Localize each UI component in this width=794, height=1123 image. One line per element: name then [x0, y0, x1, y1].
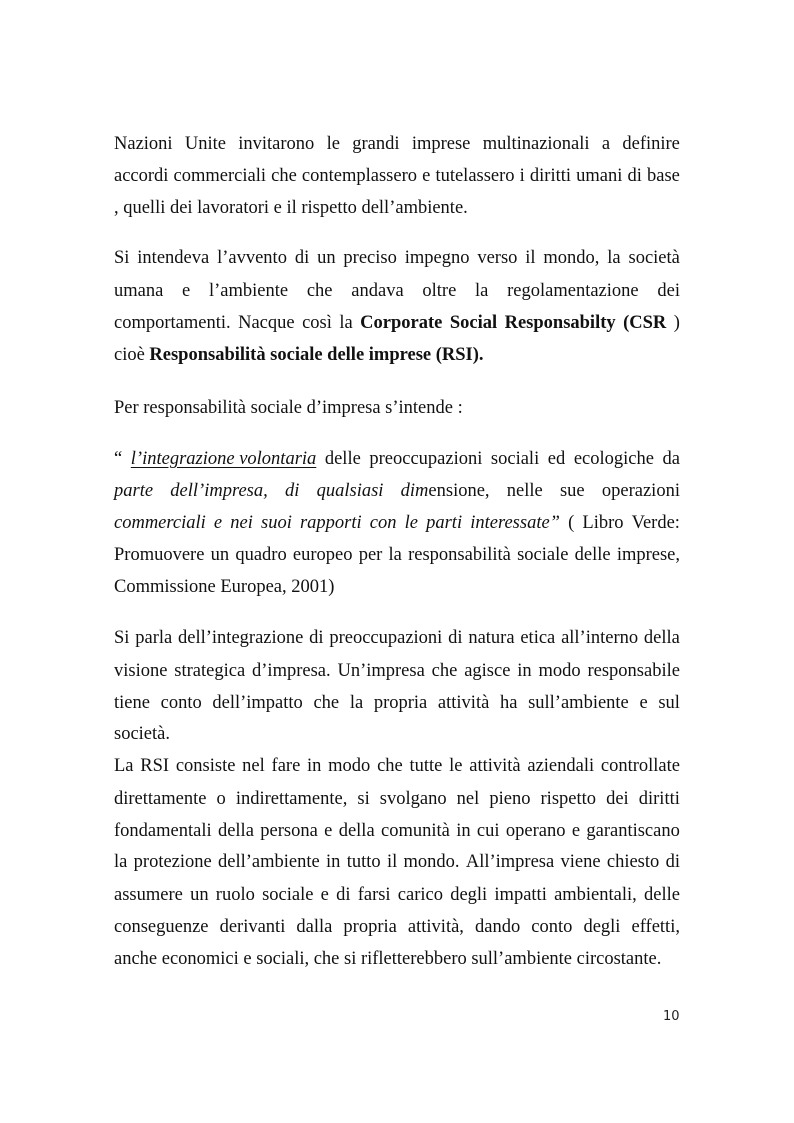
word: Nazioni [114, 134, 173, 154]
word: propria [343, 917, 397, 937]
word: etica [520, 628, 556, 648]
word: s’intende [385, 398, 453, 418]
word: attività [437, 693, 490, 713]
word: che [313, 693, 340, 713]
word: rispetto [540, 789, 597, 809]
word: degli [583, 917, 621, 937]
word: conto [160, 693, 202, 713]
word: preoccupazioni [329, 628, 443, 648]
word: all’interno [561, 628, 639, 648]
text-line [114, 755, 680, 777]
word: in [517, 661, 532, 681]
word: invitarono [238, 134, 315, 154]
word: mondo, [543, 248, 600, 268]
text-line [114, 627, 680, 649]
word: farsi [357, 885, 391, 905]
word: modo [328, 756, 371, 776]
word: sociale [262, 885, 314, 905]
word: delle [327, 345, 365, 365]
word: dei [169, 198, 193, 218]
word: un [317, 248, 336, 268]
text-line [114, 280, 680, 302]
word: le [326, 134, 340, 154]
word: grandi [352, 134, 400, 154]
word: e [213, 513, 223, 533]
word: della [643, 628, 680, 648]
word: imprese [368, 345, 432, 365]
word: preoccupazioni [369, 449, 483, 469]
word: modo [538, 661, 581, 681]
word: sul [658, 693, 680, 713]
word: un [210, 545, 230, 565]
word: Responsabilità [149, 345, 266, 365]
word: della [338, 821, 375, 841]
word: tutto [346, 852, 381, 872]
word: per [358, 545, 383, 565]
word: responsabile [587, 661, 680, 681]
word: commerciali [114, 513, 206, 533]
word: imprese [411, 134, 471, 154]
word: carico [397, 885, 443, 905]
word: cui [476, 821, 500, 841]
word: a [601, 134, 611, 154]
word: qualsiasi [316, 481, 384, 501]
word: RSI [140, 756, 170, 776]
text-line [114, 576, 680, 598]
word: propria [373, 693, 428, 713]
word: e [320, 885, 329, 905]
word: “ [114, 449, 123, 469]
word: dell’ambiente [218, 852, 320, 872]
word: di [284, 481, 300, 501]
word: Si [114, 628, 130, 648]
word: responsabilità [408, 545, 511, 565]
word: diritti [638, 789, 680, 809]
word: dell’impatto [212, 693, 303, 713]
word: direttamente [114, 789, 207, 809]
text-line [114, 312, 680, 334]
word: sociale [517, 545, 569, 565]
text-line [114, 512, 680, 534]
word: dalla [296, 917, 333, 937]
word: controllate [600, 756, 680, 776]
word: il [386, 852, 398, 872]
text-line [114, 448, 680, 470]
word: Nacque [238, 313, 295, 333]
word: sull’ambiente [471, 949, 573, 969]
word: imprese, [616, 545, 680, 565]
word: rapporti [299, 513, 362, 533]
text-line [114, 948, 680, 970]
word: si [357, 789, 370, 809]
word: impegno [404, 248, 470, 268]
word: mondo. [403, 852, 460, 872]
word: da [662, 449, 680, 469]
word: conseguenze [114, 917, 209, 937]
word: sociale [270, 345, 323, 365]
word: la [349, 693, 364, 713]
word: (RSI). [435, 345, 484, 365]
word: persona [260, 821, 318, 841]
word: così [302, 313, 332, 333]
word: si [344, 949, 357, 969]
word: e [324, 821, 333, 841]
word: società [628, 248, 680, 268]
word: europeo [292, 545, 353, 565]
word: All’impresa [465, 852, 555, 872]
text-line [114, 723, 680, 745]
word: commerciali [173, 166, 267, 186]
text-line [114, 247, 680, 269]
word: nel [456, 789, 480, 809]
word: impatti [494, 885, 547, 905]
word: e [422, 166, 431, 186]
word: la [607, 248, 621, 268]
word: e [243, 949, 252, 969]
word: quadro [235, 545, 287, 565]
word: ed [547, 449, 566, 469]
word: di [448, 628, 463, 648]
word: garantiscano [586, 821, 680, 841]
word: operano [505, 821, 566, 841]
word: d’impresa. [252, 661, 331, 681]
word: il [286, 198, 297, 218]
word: sue [559, 481, 585, 501]
text-line [114, 197, 680, 219]
word: natura [468, 628, 515, 648]
word: preciso [343, 248, 397, 268]
text-line [114, 660, 680, 682]
word: parla [135, 628, 173, 648]
word: Si [114, 248, 130, 268]
word: sociale [250, 398, 302, 418]
word: un [190, 885, 209, 905]
text-line [114, 544, 680, 566]
word: i [519, 166, 525, 186]
text-line [114, 788, 680, 810]
word: di [627, 166, 642, 186]
word: o [216, 789, 226, 809]
word: derivanti [219, 917, 286, 937]
word: rispetto [301, 198, 357, 218]
word: contemplassero [301, 166, 417, 186]
word: l’avvento [217, 248, 287, 268]
word: lavoratori [197, 198, 270, 218]
word: (CSR [623, 313, 667, 333]
word: andava [351, 281, 404, 301]
word: svolgano [379, 789, 447, 809]
word: dell’ambiente. [361, 198, 468, 218]
word: indirettamente, [235, 789, 348, 809]
word: : [457, 398, 463, 418]
text-line [114, 344, 680, 366]
word: Responsabilty [504, 313, 616, 333]
word: pieno [489, 789, 531, 809]
word: delle [644, 885, 680, 905]
word: protezione [133, 852, 212, 872]
word: anche [114, 949, 158, 969]
word: delle [574, 545, 611, 565]
word: attività, [407, 917, 464, 937]
word [401, 480, 490, 502]
word: effetti, [631, 917, 680, 937]
word: ecologiche [573, 449, 654, 469]
word: ambientali, [554, 885, 637, 905]
word: aziendali [527, 756, 595, 776]
word: visione [114, 661, 168, 681]
word: e [571, 821, 581, 841]
word: chiesto [606, 852, 660, 872]
word: dando [474, 917, 521, 937]
word: comunità [381, 821, 450, 841]
word: Promuovere [114, 545, 205, 565]
word: che [306, 281, 333, 301]
word: e [182, 281, 191, 301]
word: Unite [184, 134, 226, 154]
word: e [639, 693, 648, 713]
word: con [369, 513, 397, 533]
word: Commissione [114, 577, 216, 597]
word: la [388, 545, 402, 565]
word: d’impresa [306, 398, 381, 418]
word: dell’impresa, [170, 481, 268, 501]
word: consiste [175, 756, 236, 776]
word: l’ambiente [209, 281, 289, 301]
word: umana [114, 281, 164, 301]
word: cioè [114, 345, 145, 365]
word: ( [568, 513, 575, 533]
word: Un’impresa [337, 661, 425, 681]
word: in [326, 852, 341, 872]
word: tutte [409, 756, 443, 776]
word: assumere [114, 885, 183, 905]
word: dei [657, 281, 680, 301]
word: Europea, [220, 577, 287, 597]
text-line [114, 165, 680, 187]
word: le [404, 513, 418, 533]
word: Libro [582, 513, 624, 533]
word: parte [114, 481, 154, 501]
word: intendeva [137, 248, 210, 268]
word: sociali [490, 449, 540, 469]
word: Corporate [360, 313, 443, 333]
word: le [449, 756, 463, 776]
text-line [114, 884, 680, 906]
word: strategica [174, 661, 246, 681]
word: in [456, 821, 471, 841]
word: ha [499, 693, 518, 713]
word: nel [242, 756, 265, 776]
word: circostante. [576, 949, 662, 969]
word: Per [114, 398, 139, 418]
text-line [114, 916, 680, 938]
word: 2001) [291, 577, 335, 597]
word-part: dim [400, 481, 429, 501]
word: agisce [464, 661, 511, 681]
text-line [114, 397, 680, 419]
text-line [114, 133, 680, 155]
page-number: 10 [663, 1009, 680, 1024]
text-line [114, 480, 680, 502]
word: e [273, 198, 282, 218]
word: ) [673, 313, 680, 333]
word: base [647, 166, 680, 186]
word: conto [531, 917, 573, 937]
word: Verde: [631, 513, 680, 533]
word: fare [271, 756, 301, 776]
word: di [294, 248, 310, 268]
word: operazioni [601, 481, 680, 501]
word: viene [560, 852, 601, 872]
word: in [307, 756, 322, 776]
word: oltre [422, 281, 457, 301]
word: tutelassero [435, 166, 515, 186]
word: che [377, 756, 403, 776]
word: parti [426, 513, 463, 533]
word: nei [230, 513, 253, 533]
word: interessate” [470, 513, 560, 533]
word: regolamentazione [507, 281, 639, 301]
text-line [114, 851, 680, 873]
word: che [431, 661, 458, 681]
word: quelli [123, 198, 166, 218]
word: sociali, [256, 949, 310, 969]
word: che [313, 949, 340, 969]
word: di [309, 628, 324, 648]
word: responsabilità [143, 398, 247, 418]
word: umani [576, 166, 623, 186]
text-line [114, 820, 680, 842]
word: diritti [529, 166, 572, 186]
word: rifletterebbero [360, 949, 467, 969]
word: definire [622, 134, 680, 154]
word: tiene [114, 693, 150, 713]
word: multinazionali [482, 134, 590, 154]
word: società. [114, 724, 170, 744]
word: la [475, 281, 489, 301]
word: accordi [114, 166, 169, 186]
word: sull’ambiente [528, 693, 629, 713]
word: la [114, 852, 128, 872]
word: fondamentali [114, 821, 212, 841]
word: dell’integrazione [178, 628, 304, 648]
word: nelle [506, 481, 543, 501]
word: verso [477, 248, 518, 268]
word: della [217, 821, 254, 841]
word: suoi [261, 513, 292, 533]
word: La [114, 756, 134, 776]
word: di [665, 852, 680, 872]
word: dei [606, 789, 629, 809]
word: ruolo [215, 885, 255, 905]
word: la [339, 313, 353, 333]
word: degli [450, 885, 488, 905]
text-line [114, 692, 680, 714]
word: Social [449, 313, 498, 333]
word-part: ensione, [428, 481, 490, 501]
word: economici [161, 949, 239, 969]
word: di [336, 885, 351, 905]
word: , [114, 198, 119, 218]
word: comportamenti. [114, 313, 231, 333]
word: attività [469, 756, 521, 776]
word: l’integrazione volontaria [130, 449, 317, 469]
word: delle [324, 449, 361, 469]
word: il [525, 248, 536, 268]
word: che [271, 166, 297, 186]
